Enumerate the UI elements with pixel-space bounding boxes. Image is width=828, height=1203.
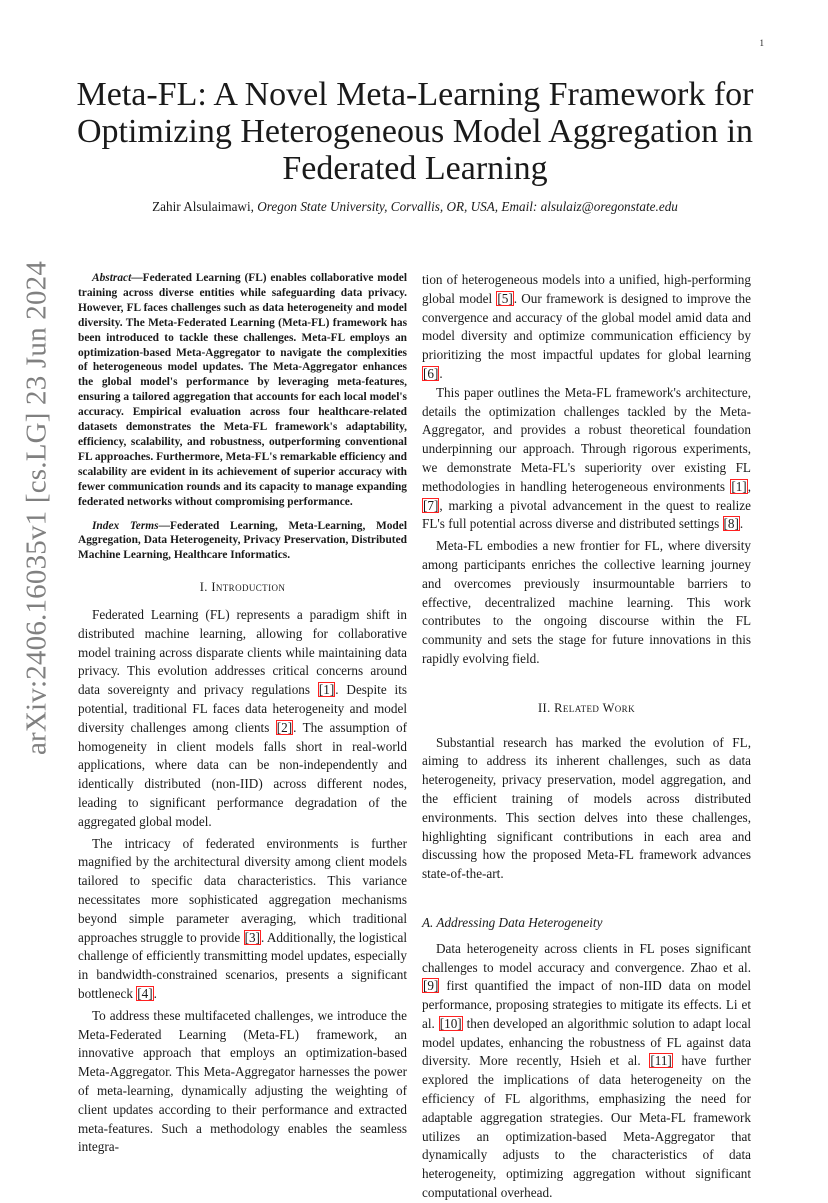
data-heterogeneity-paragraph	[422, 940, 751, 1203]
citation-link[interactable]: [10]	[439, 1015, 462, 1031]
author-name: Zahir Alsulaimawi,	[152, 199, 258, 214]
citation-link[interactable]: [3]	[244, 929, 260, 945]
paragraph-text: . Despite its potential, traditional FL faces data heterogeneity and model diversity challenges among clients	[78, 682, 408, 735]
intro-paragraph	[78, 835, 407, 1004]
paragraph-text: then developed an algorithmic solution to adapt local model updates, enhancing the robustness of FL against data diversity. More recently, Hsieh et al.	[422, 1015, 751, 1069]
intro-paragraph-continued	[422, 271, 751, 384]
related-work-paragraph: Substantial research has marked the evolution of FL, aiming to address its inherent challenges, such as data heterogeneity, privacy preservation, model aggregation, and the efficient training of models across distributed environments. This section delves into these challenges, highlighting significant contributions in each area and discussing how the proposed Meta-FL framework advances state-of-the-art.	[422, 734, 751, 882]
citation-link[interactable]: [4]	[137, 985, 153, 1001]
index-terms-text: —Federated Learning, Meta-Learning, Model Aggregation, Data Heterogeneity, Privacy Preservation, Distributed Machine Learning, Healthcare Informatics.	[78, 519, 407, 562]
subsection-heading-data-heterogeneity: A. Addressing Data Heterogeneity	[422, 914, 603, 930]
abstract	[78, 271, 407, 510]
section-heading-introduction: I. Introduction	[199, 580, 286, 595]
citation-link[interactable]: [2]	[276, 719, 293, 735]
paper-title	[70, 76, 760, 187]
paragraph-text: .	[439, 365, 443, 381]
intro-paragraph	[78, 1007, 407, 1157]
paragraph-text: Data heterogeneity across clients in FL poses significant challenges to model accuracy and convergence. Zhao et al.	[422, 940, 751, 975]
title-line: Meta-FL: A Novel Meta-Learning Framework for	[76, 76, 754, 113]
arxiv-identifier-stamp: arXiv:2406.16035v1 [cs.LG] 23 Jun 2024	[20, 260, 53, 756]
paragraph-text: . Additionally, the logistical challenge of efficiently transmitting model updates, especially in bandwidth-constrained scenarios, presents a significant bottleneck	[78, 929, 407, 1001]
paragraph-text: . The assumption of homogeneity in client models falls short in real-world applications, where data can be non-independently and identically distributed (non-IID) across different nodes, leading to significant performance degradation of the aggregated global model.	[78, 719, 408, 829]
paragraph-text: To address these multifaceted challenges, we introduce the Meta-Federated Learning (Meta-FL) framework, an innovative approach that employs an optimization-based Meta-Aggregator. This Meta-Aggregator harnesses the power of meta-learning, dynamically adjusting the weighting of client updates according to their performance and extracted meta-features. Such a methodology enables the seamless integra-	[78, 1007, 407, 1155]
intro-paragraph	[78, 606, 407, 832]
left-column	[78, 271, 407, 1157]
page-number: 1	[759, 38, 764, 48]
right-column	[422, 271, 751, 1203]
abstract-text: —Federated Learning (FL) enables collaborative model training across diverse entities while safeguarding data privacy. However, FL faces challenges such as data heterogeneity and model diversity. The Meta-Federated Learning (Meta-FL) framework has been introduced to tackle these challenges. Meta-FL employs an optimization-based Meta-Aggregator to navigate the complexities of heterogeneous model updates. The Meta-Aggregator enhances the global model's performance by leveraging meta-features, ensuring a tailored aggregation that accounts for each local model's accuracy. Empirical evaluation across four healthcare-related datasets demonstrates the Meta-FL framework's adaptability, efficiency, scalability, and robustness, outperforming conventional FL approaches. Furthermore, Meta-FL's remarkable efficiency and scalability are evident in its achievement of superior accuracy with fewer communication rounds and its capacity to manage expanding federated networks without compromising performance.	[78, 272, 407, 508]
intro-paragraph: Meta-FL embodies a new frontier for FL, where diversity among participants enriches the collective learning journey and overcomes previously insurmountable barriers to effective, decentralized machine learning. This work contributes to the ongoing discourse within the FL community and sets the stage for future innovations in this rapidly evolving field.	[422, 538, 751, 666]
paragraph-text: This paper outlines the Meta-FL framework's architecture, details the optimization challenges tackled by the Meta-Aggregator, and provides a robust theoretical foundation underpinning our approach. Through rigorous experiments, we demonstrate Meta-FL's superiority over existing FL methodologies in handling heterogeneous environments	[422, 384, 751, 494]
paragraph-text: , marking a pivotal advancement in the quest to realize FL's full potential across diverse and distributed settings	[422, 497, 751, 532]
citation-link[interactable]: [1]	[318, 682, 335, 698]
citation-link[interactable]: [5]	[497, 290, 513, 306]
paragraph-text: ,	[747, 478, 751, 494]
intro-paragraph	[422, 384, 751, 534]
paragraph-text: The intricacy of federated environments is further magnified by the architectural diversity among client models tailored to specific data characteristics. This variance necessitates more sophisticated aggregation mechanisms beyond simple parameter averaging, which traditional approaches struggle to provide	[78, 835, 407, 945]
paragraph-text: .	[153, 985, 157, 1001]
paragraph-text: Federated Learning (FL) represents a paradigm shift in distributed machine learning, allowing for collaborative model training across disparate clients while maintaining data privacy. This evolution addresses critical concerns around data sovereignty and privacy regulations	[78, 607, 407, 698]
paragraph-text: .	[739, 516, 744, 532]
paragraph-text: tion of heterogeneous models into a unified, high-performing global model	[422, 272, 751, 306]
citation-link[interactable]: [11]	[650, 1053, 672, 1069]
citation-link[interactable]: [6]	[423, 365, 439, 381]
section-heading-related-work: II. Related Work	[537, 700, 635, 715]
title-line: Federated Learning	[282, 150, 548, 187]
citation-link[interactable]: [9]	[423, 978, 439, 994]
author-affiliation: Oregon State University, Corvallis, OR, USA, Email: alsulaiz@oregonstate.edu	[257, 199, 678, 214]
index-terms	[78, 519, 407, 564]
title-line: Optimizing Heterogeneous Model Aggregation in	[76, 113, 754, 150]
paragraph-text: . Our framework is designed to improve the convergence and accuracy of the global model amid data and model diversity and optimize communication efficiency by prioritizing the most impactful updates for global learning	[422, 290, 751, 363]
paragraph-text: have further explored the implications of data heterogeneity on the efficiency of FL algorithms, emphasizing the need for adaptable aggregation strategies. Our Meta-FL framework utilizes an optimization-based Meta-Aggregator that dynamically adjusts to the characteristics of data heterogeneity, optimizing aggregation without significant computational overhead.	[422, 1053, 751, 1201]
citation-link[interactable]: [8]	[723, 516, 739, 532]
citation-link[interactable]: [7]	[423, 497, 439, 513]
abstract-label: Abstract	[92, 272, 132, 284]
author-block	[70, 199, 760, 215]
citation-link[interactable]: [1]	[731, 478, 747, 494]
index-terms-label: Index Terms	[92, 519, 159, 532]
paragraph-text: first quantified the impact of non-IID data on model performance, proposing strategies to mitigate its effects. Li et al.	[422, 978, 751, 1031]
